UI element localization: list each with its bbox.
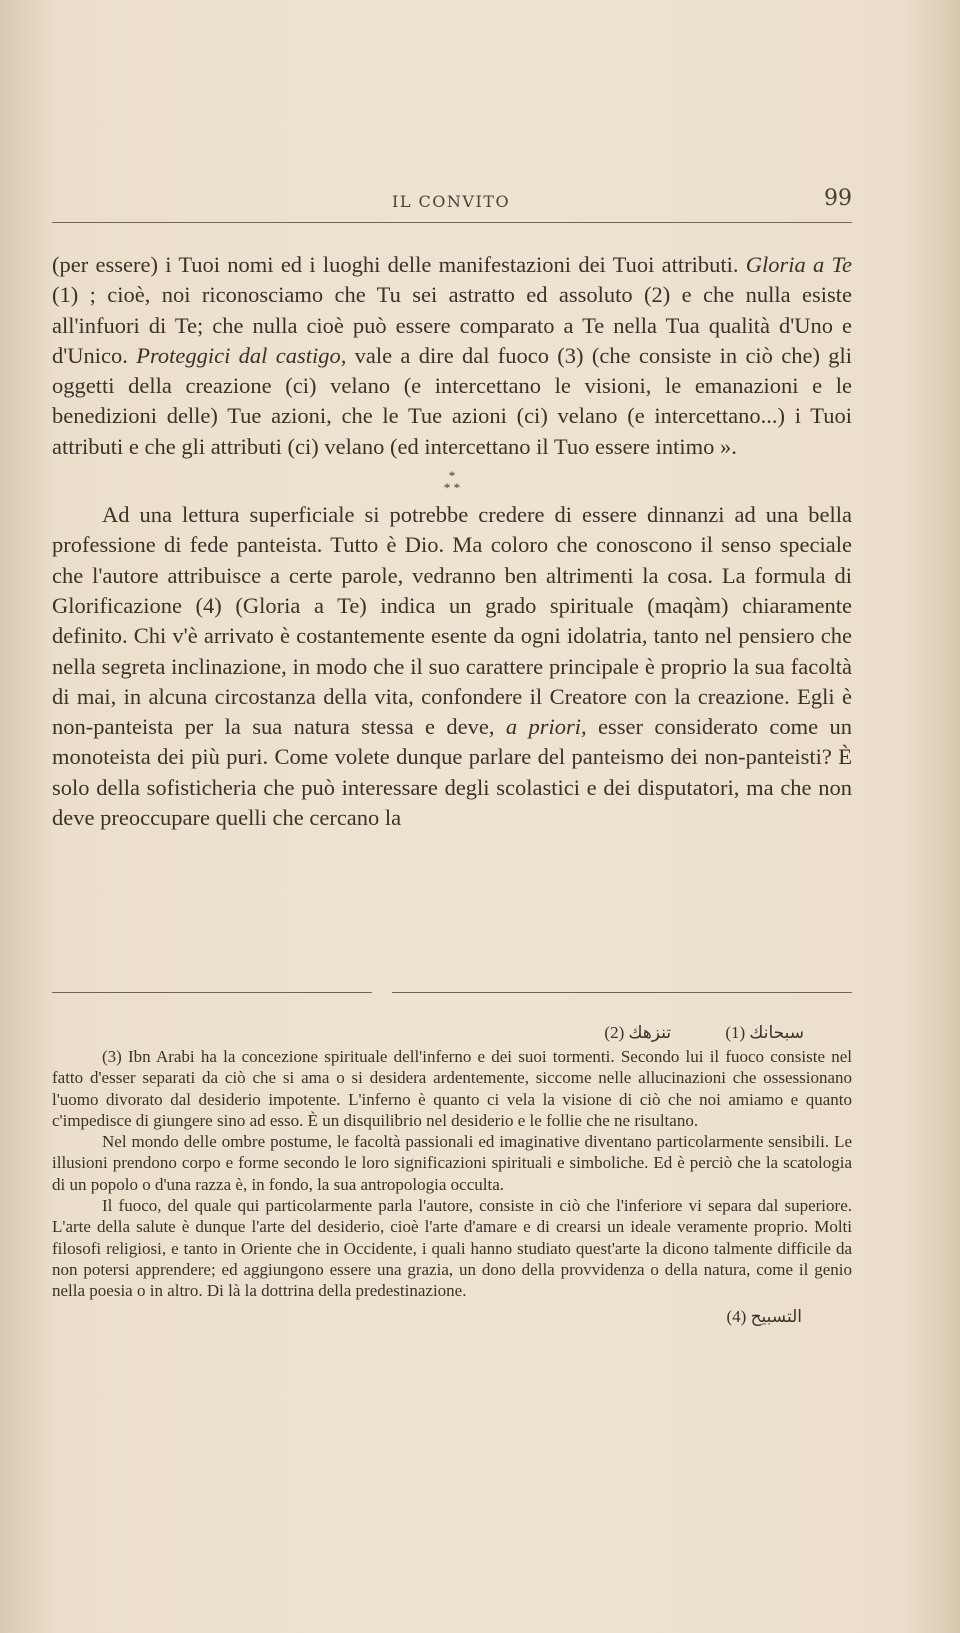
paragraph-1 [52, 250, 852, 462]
footnotes [52, 1022, 852, 1330]
footnote-2-marker: (2) [604, 1023, 625, 1042]
footnote-arabic-row [52, 1022, 852, 1044]
paragraph-2-text-a: Ad una lettura superficiale si potrebbe credere di essere dinnanzi ad una bella professione di fede panteista. Tutto è Dio. Ma coloro che conoscono il senso speciale che l'autore attribuisce a certe parole, vedranno ben altrimenti la cosa. La formula di Glorificazione (4) (Gloria a Te) indica un grado spirituale (maqàm) chiaramente definito. Chi v'è arrivato è costantemente esente da ogni idolatria, tanto nel pensiero che nella segreta inclinazione, in modo che il suo carattere principale è proprio la sua facoltà di mai, in alcuna circostanza della vita, confondere il Creatore con la creazione. Egli è non-panteista per la sua natura stessa e deve, [52, 502, 852, 740]
footnote-3-paragraph-3: Il fuoco, del quale qui particolarmente parla l'autore, consiste in ciò che l'inferiore vi separa dal superiore. L'arte della salute è dunque l'arte del desiderio, cioè l'arte d'amare e di crearsi un ideale veramente proprio. Molti filosofi religiosi, e tanto in Oriente che in Occidente, i quali hanno studiato quest'arte la dicono talmente difficile da non potersi apprendere; ed aggiungono essere una grazia, un dono della provvidenza o della natura, come il genio nella poesia o in altro. Di là la dottrina della predestinazione. [52, 1196, 852, 1301]
footnote-1-marker: (1) [725, 1023, 746, 1042]
running-title: IL CONVITO [392, 192, 511, 211]
footnote-4 [52, 1306, 852, 1328]
footnote-2 [604, 1022, 671, 1044]
paragraph-1-text-a: (per essere) i Tuoi nomi ed i luoghi delle manifestazioni dei Tuoi attributi. [52, 252, 746, 277]
paragraph-1-italic-a: Gloria a Te [745, 252, 852, 277]
footnote-4-marker: (4) [726, 1306, 747, 1326]
footnote-rule-left [52, 992, 372, 993]
footnote-3-paragraph-2: Nel mondo delle ombre postume, le facoltà passionali ed imaginative diventano particolarmente sensibili. Le illusioni prendono corpo e forme secondo le loro significazioni spirituali e simboliche. Ed è perciò che la scatologia di un popolo o d'una razza è, in fondo, la sua antropologia occulta. [52, 1132, 852, 1194]
footnote-1-arabic: سبحانك [749, 1023, 804, 1043]
paragraph-1-text-c: vale a dire dal fuoco (3) (che consiste in ciò che) gli oggetti della creazione (ci) velano (e intercettano le visioni, le emanazioni e le benedizioni delle) Tue azioni, che le Tue azioni (ci) velano (e intercettano...) i Tuoi attributi e che gli attributi (ci) velano (ed intercettano il Tuo essere intimo ». [52, 342, 852, 459]
header-rule [52, 222, 852, 223]
footnote-rule [52, 992, 852, 994]
section-asterism [52, 470, 852, 494]
footnote-4-arabic: التسبيح [750, 1306, 802, 1327]
main-text [52, 250, 852, 833]
footnote-3: (3) Ibn Arabi ha la concezione spirituale dell'inferno e dei suoi tormenti. Secondo lui il fuoco consiste nel fatto d'esser separati da ciò che si ama o si desidera ardentemente, siccome nelle allucinazioni che ossessionano l'uomo divorato dal desiderio impotente. L'inferno è quanto ci vela la visione di ciò che noi amiamo e quanto c'impedisce di giungere sino ad esso. È un disquilibrio nel desiderio e le follie che ne risultano. [52, 1047, 852, 1130]
paragraph-2-text-b: esser considerato come un monoteista dei più puri. Come volete dunque parlare del panteismo dei non-panteisti? È solo della sofisticheria che può interessare degli scolastici e dei disputatori, ma che non deve preoccupare quelli che cercano la [52, 714, 853, 831]
page-number: 99 [824, 186, 852, 211]
paragraph-2 [52, 500, 852, 833]
asterism-bottom: * * [443, 480, 461, 496]
paragraph-1-italic-b: Proteggici dal castigo, [136, 342, 347, 368]
footnote-2-arabic: تنزهك [628, 1023, 672, 1043]
footnote-1 [725, 1022, 804, 1044]
footnote-rule-right [392, 992, 852, 993]
page-header [52, 186, 852, 226]
paragraph-1-text-b: (1) ; cioè, noi riconosciamo che Tu sei astratto ed assoluto (2) e che nulla esiste all'infuori di Te; che nulla cioè può essere comparato a Te nella Tua qualità d'Uno e d'Unico. [52, 282, 852, 368]
paragraph-2-italic-a: a priori, [505, 714, 587, 740]
asterism-top: * [448, 468, 456, 484]
